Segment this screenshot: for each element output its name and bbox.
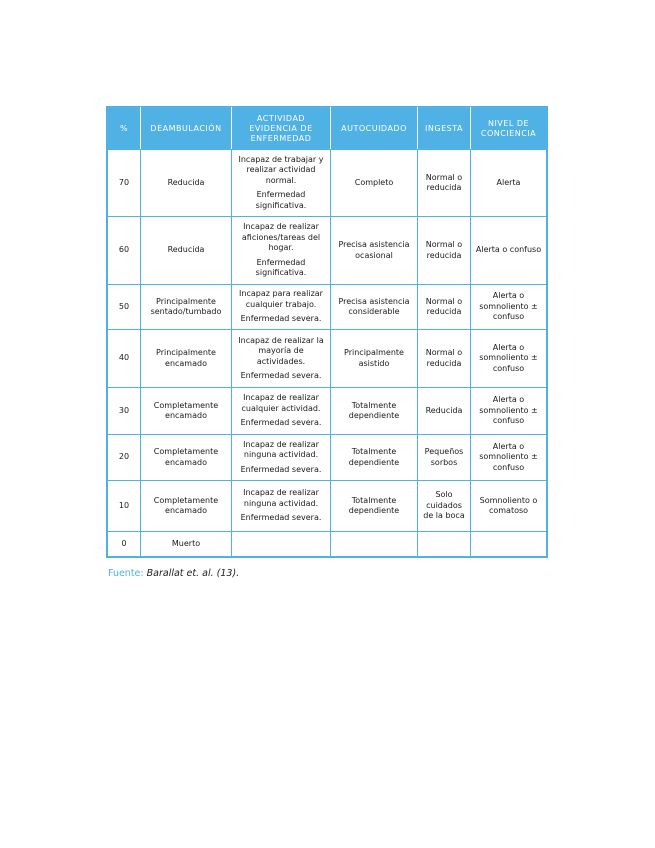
- table-row: [108, 532, 547, 557]
- cell-percent: 50: [108, 285, 141, 330]
- cell-selfcare: Totalmente dependiente: [331, 481, 418, 532]
- table-row: [108, 481, 547, 532]
- cell-percent: 30: [108, 388, 141, 435]
- source-note: [108, 568, 239, 579]
- cell-activity: [232, 217, 331, 285]
- cell-percent: 0: [108, 532, 141, 557]
- cell-percent: 20: [108, 435, 141, 481]
- activity-line: Enfermedad severa.: [240, 418, 322, 428]
- activity-line: Incapaz de realizar aficiones/tareas del hogar.: [241, 222, 321, 253]
- source-label: Fuente:: [108, 568, 144, 579]
- cell-ambulation: Muerto: [141, 532, 232, 557]
- table-header: [108, 108, 547, 150]
- cell-selfcare: Completo: [331, 150, 418, 217]
- activity-line: Enfermedad severa.: [240, 464, 322, 474]
- activity-line: Incapaz de realizar ninguna actividad.: [243, 439, 319, 460]
- cell-intake: Normal o reducida: [418, 150, 471, 217]
- cell-ambulation: Completamente encamado: [141, 481, 232, 532]
- cell-selfcare: Totalmente dependiente: [331, 388, 418, 435]
- table-row: [108, 435, 547, 481]
- cell-selfcare: [331, 532, 418, 557]
- activity-line: Enfermedad significativa.: [255, 257, 307, 278]
- header-consciousness: NIVEL DE CONCIENCIA: [471, 108, 547, 150]
- cell-activity: [232, 285, 331, 330]
- cell-consciousness: Alerta o somnoliento ± confuso: [471, 388, 547, 435]
- cell-percent: 70: [108, 150, 141, 217]
- header-selfcare: AUTOCUIDADO: [331, 108, 418, 150]
- activity-line: Incapaz de trabajar y realizar actividad normal.: [238, 154, 324, 185]
- table-row: [108, 217, 547, 285]
- cell-selfcare: Precisa asistencia ocasional: [331, 217, 418, 285]
- cell-consciousness: Alerta o somnoliento ± confuso: [471, 435, 547, 481]
- header-intake: INGESTA: [418, 108, 471, 150]
- activity-line: Enfermedad significativa.: [255, 190, 307, 210]
- cell-consciousness: [471, 532, 547, 557]
- cell-selfcare: Totalmente dependiente: [331, 435, 418, 481]
- cell-activity: [232, 532, 331, 557]
- cell-intake: Normal o reducida: [418, 330, 471, 388]
- cell-intake: Normal o reducida: [418, 285, 471, 330]
- cell-activity: [232, 330, 331, 388]
- activity-line: Enfermedad severa.: [240, 314, 322, 324]
- cell-intake: [418, 532, 471, 557]
- table-body: [108, 150, 547, 557]
- activity-line: Incapaz de realizar cualquier actividad.: [241, 393, 321, 413]
- cell-ambulation: Reducida: [141, 217, 232, 285]
- cell-selfcare: Principalmente asistido: [331, 330, 418, 388]
- header-percent: %: [108, 108, 141, 150]
- cell-ambulation: Principalmente sentado/tumbado: [141, 285, 232, 330]
- cell-activity: [232, 388, 331, 435]
- source-reference: Barallat et. al. (13).: [146, 568, 240, 579]
- header-ambulation: DEAMBULACIÓN: [141, 108, 232, 150]
- cell-percent: 60: [108, 217, 141, 285]
- table-row: [108, 285, 547, 330]
- cell-consciousness: Alerta o somnoliento ± confuso: [471, 285, 547, 330]
- activity-line: Enfermedad severa.: [240, 513, 322, 523]
- cell-ambulation: Reducida: [141, 150, 232, 217]
- cell-intake: Normal o reducida: [418, 217, 471, 285]
- table-row: [108, 150, 547, 217]
- cell-ambulation: Completamente encamado: [141, 388, 232, 435]
- cell-intake: Reducida: [418, 388, 471, 435]
- cell-ambulation: Completamente encamado: [141, 435, 232, 481]
- palliative-performance-scale-table: [107, 107, 547, 557]
- header-row: [108, 108, 547, 150]
- cell-consciousness: Alerta o somnoliento ± confuso: [471, 330, 547, 388]
- cell-percent: 10: [108, 481, 141, 532]
- cell-percent: 40: [108, 330, 141, 388]
- activity-line: Incapaz de realizar ninguna actividad.: [243, 488, 319, 508]
- activity-line: Incapaz de realizar la mayoría de actividades.: [238, 335, 324, 366]
- cell-intake: Pequeños sorbos: [418, 435, 471, 481]
- cell-consciousness: Alerta o confuso: [471, 217, 547, 285]
- cell-consciousness: Somnoliento o comatoso: [471, 481, 547, 532]
- cell-selfcare: Precisa asistencia considerable: [331, 285, 418, 330]
- table-row: [108, 330, 547, 388]
- activity-line: Enfermedad severa.: [240, 371, 322, 380]
- cell-activity: [232, 481, 331, 532]
- activity-line: Incapaz para realizar cualquier trabajo.: [239, 289, 323, 309]
- table-row: [108, 388, 547, 435]
- cell-activity: [232, 435, 331, 481]
- cell-activity: [232, 150, 331, 217]
- cell-intake: Solo cuidados de la boca: [418, 481, 471, 532]
- header-activity: ACTIVIDAD EVIDENCIA DE ENFERMEDAD: [232, 108, 331, 150]
- cell-ambulation: Principalmente encamado: [141, 330, 232, 388]
- cell-consciousness: Alerta: [471, 150, 547, 217]
